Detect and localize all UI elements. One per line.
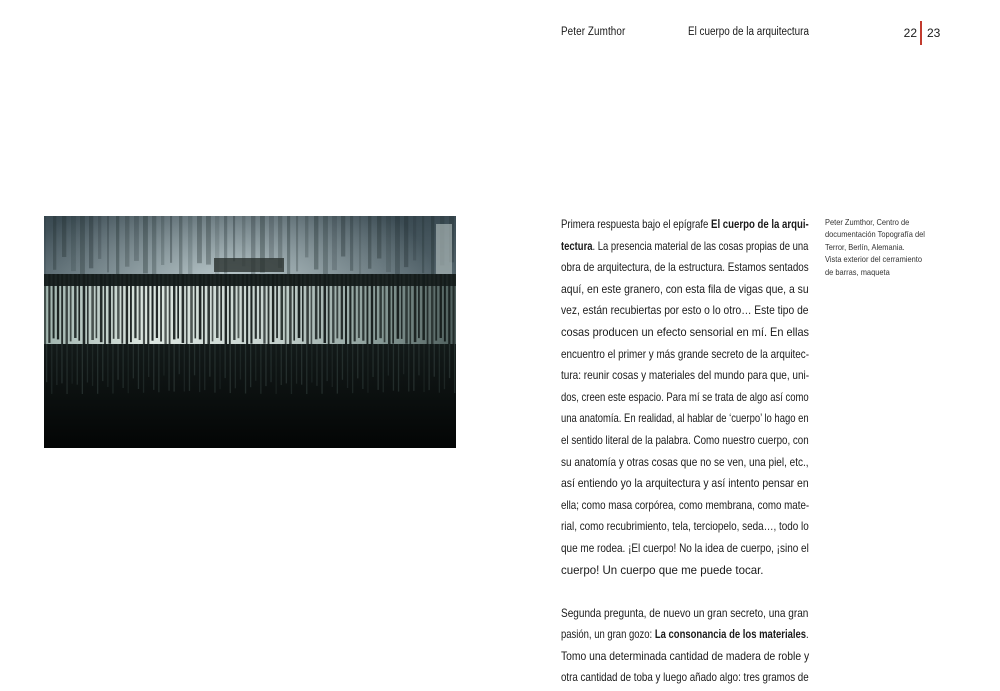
text-line	[561, 473, 809, 495]
text-run: rial, como recubrimiento, tela, terciopelo, seda…, todo lo	[561, 520, 809, 534]
text-line	[561, 560, 809, 582]
text-run: Primera respuesta bajo el epígrafe	[561, 218, 712, 231]
text-line	[561, 624, 809, 646]
paragraph-second	[561, 603, 811, 689]
caption-line: documentación Topografía del	[825, 229, 925, 240]
text-line	[561, 322, 810, 344]
photo-caption	[825, 216, 935, 278]
page-number-right: 23	[927, 26, 941, 40]
text-run: Segunda pregunta, de nuevo un gran secreto, una gran	[561, 606, 809, 620]
text-line	[561, 667, 809, 689]
text-line	[561, 452, 809, 474]
text-run: tura: reunir cosas y materiales del mundo para que, uni-	[561, 369, 810, 383]
text-line	[561, 646, 810, 668]
text-run: encuentro el primer y más grande secreto de la arquitec-	[561, 347, 809, 361]
page-number-left: 22	[903, 26, 917, 40]
caption-line: de barras, maqueta	[825, 266, 890, 277]
text-line	[561, 300, 809, 322]
text-line	[561, 387, 809, 409]
text-run: Tomo una determinada cantidad de madera de roble y	[561, 649, 810, 663]
text-run: pasión, un gran gozo:	[561, 628, 655, 642]
caption-line: Terror, Berlín, Alemania.	[825, 241, 905, 252]
text-line	[561, 495, 810, 517]
text-line	[561, 214, 809, 236]
text-line	[561, 516, 809, 538]
body-text	[561, 214, 811, 689]
text-line	[561, 408, 809, 430]
text-run: vez, están recubiertas por esto o lo otro… Este tipo de	[561, 304, 809, 318]
text-line	[561, 430, 809, 452]
text-line	[561, 257, 809, 279]
text-run: aquí, en este granero, con esta fila de vigas que, a su	[561, 282, 809, 296]
text-run: así entiendo yo la arquitectura y así intento pensar en	[561, 477, 809, 491]
photo-barrier-model	[44, 216, 456, 448]
text-run: otra cantidad de toba y luego añado algo: tres gramos de	[561, 671, 809, 685]
page-number-divider	[920, 21, 922, 45]
text-line	[561, 538, 809, 560]
header-author: Peter Zumthor	[561, 26, 626, 38]
caption-line: Peter Zumthor, Centro de	[825, 217, 910, 227]
text-run: que me rodea. ¡El cuerpo! No la idea de cuerpo, ¡sino el	[561, 541, 809, 555]
text-line	[561, 279, 809, 301]
text-run: ella; como masa corpórea, como membrana, como mate-	[561, 498, 810, 512]
text-run: cuerpo! Un cuerpo que me puede tocar.	[561, 563, 764, 577]
running-header	[0, 26, 1000, 46]
paragraph-first	[561, 214, 811, 581]
text-run: una anatomía. En realidad, al hablar de ‘cuerpo’ lo hago en	[561, 412, 809, 426]
text-run: el sentido literal de la palabra. Como nuestro cuerpo, con	[561, 433, 809, 447]
text-run: dos, creen este espacio. Para mí se trata de algo así como	[561, 390, 809, 404]
text-line	[561, 603, 809, 625]
text-run: . La presencia material de las cosas propias de una	[592, 239, 809, 253]
text-line	[561, 236, 809, 258]
text-run: cosas producen un efecto sensorial en mí. En ellas	[561, 325, 810, 339]
text-line	[561, 365, 810, 387]
text-run: su anatomía y otras cosas que no se ven, una piel, etc.,	[561, 455, 809, 469]
bold-phrase: La consonancia de los materiales	[654, 628, 807, 642]
text-run: obra de arquitectura, de la estructura. Estamos sentados	[561, 261, 809, 275]
text-run: .	[806, 628, 809, 642]
photo-image	[44, 216, 456, 448]
bold-phrase: tectura	[561, 239, 593, 253]
header-book-title: El cuerpo de la arquitectura	[688, 26, 809, 38]
bold-phrase: El cuerpo de la arqui-	[711, 218, 809, 231]
caption-line: Vista exterior del cerramiento	[825, 254, 922, 265]
text-line	[561, 344, 809, 366]
